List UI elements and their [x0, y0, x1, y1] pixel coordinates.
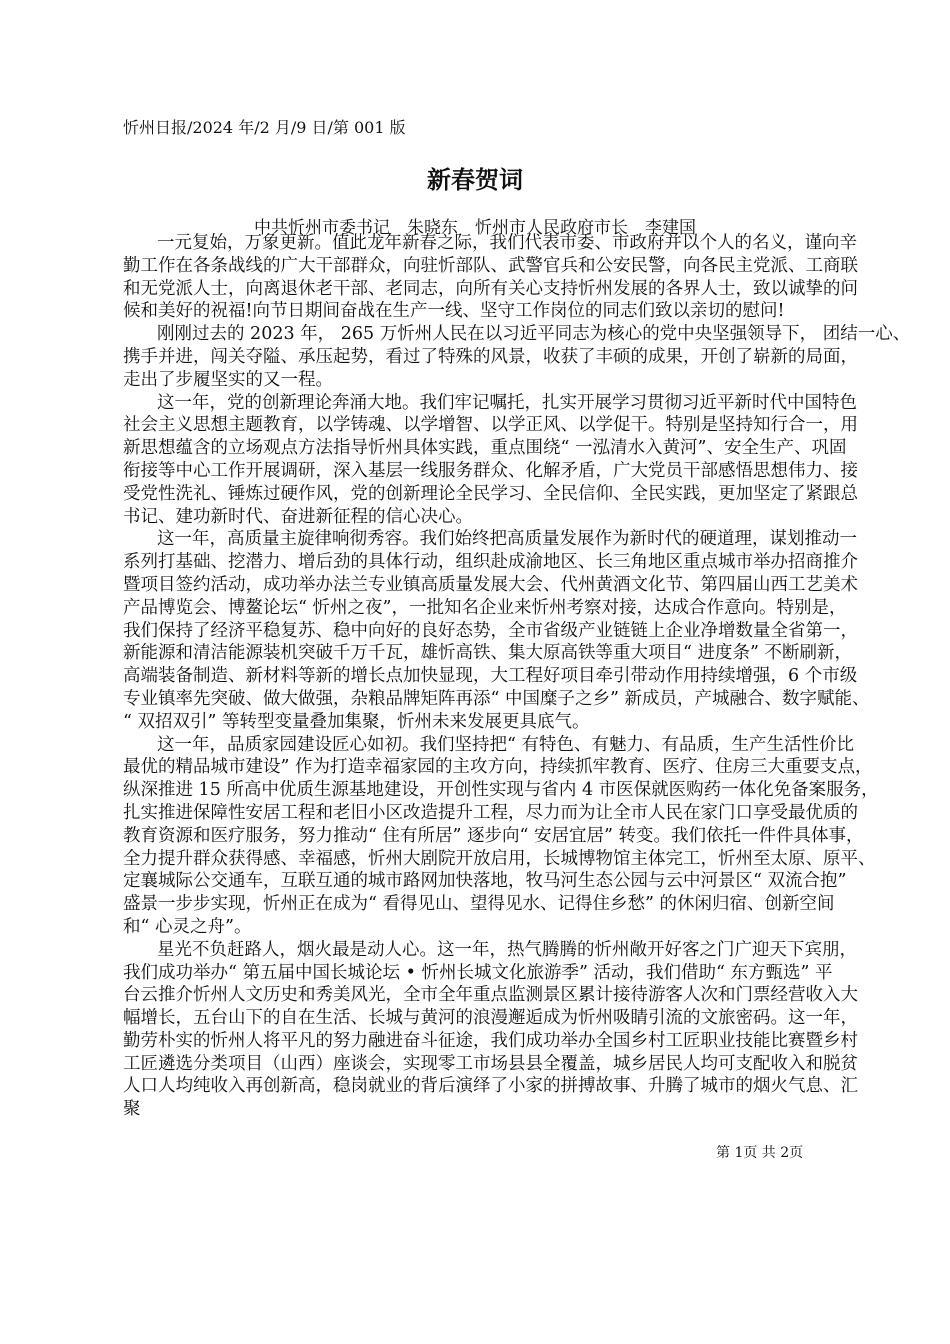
publication-info: 忻州日报/2024 年/2 月/9 日/第 001 版 — [123, 118, 406, 137]
paragraph-line: 聚 — [123, 1099, 141, 1120]
paragraph-line: 勤劳朴实的忻州人将平凡的努力融进奋斗征途，我们成功举办全国乡村工匠职业技能比赛暨乡村 — [123, 1030, 858, 1051]
paragraph — [123, 734, 879, 939]
paragraph-line: 这一年，品质家园建设匠心如初。我们坚持把“ 有特色、有魅力、有品质，生产生活性价比 — [157, 734, 855, 755]
paragraph-line: 书记、建功新时代、奋进新征程的信心决心。 — [123, 506, 473, 527]
paragraph-line: 扎实推进保障性安居工程和老旧小区改造提升工程，尽力而为让全市人民在家门口享受最优质的 — [123, 802, 858, 823]
paragraph-line: 携手并进，闯关夺隘、承压起势，看过了特殊的风景，收获了丰硕的成果，开创了崭新的局面， — [123, 346, 858, 367]
paragraph-line: 系列打基础、挖潜力、增后劲的具体行动，组织赴成渝地区、长三角地区重点城市举办招商推介 — [123, 552, 858, 573]
paragraph — [123, 939, 858, 1121]
paragraph-line: 高端装备制造、新材料等新的增长点加快显现，大工程好项目牵引带动作用持续增强，6 个市级 — [123, 666, 858, 687]
paragraph-line: 人口人均纯收入再创新高，稳岗就业的背后演绎了小家的拼搏故事、升腾了城市的烟火气息、汇 — [123, 1076, 858, 1097]
paragraph-line: 定襄城际公交通车，互联互通的城市路网加快落地，牧马河生态公园与云中河景区“ 双流合抱” — [123, 871, 847, 892]
paragraph-line: 星光不负赶路人，烟火最是动人心。这一年，热气腾腾的忻州敞开好客之门广迎天下宾朋， — [157, 939, 857, 960]
article-body — [123, 232, 911, 1121]
paragraph-line: 候和美好的祝福!向节日期间奋战在生产一线、坚守工作岗位的同志们致以亲切的慰问! — [123, 301, 785, 322]
paragraph-line: 新能源和清洁能源装机突破千万千瓦，雄忻高铁、集大原高铁等重大项目“ 进度条” 不断刷新， — [123, 643, 853, 664]
paragraph-line: 幅增长，五台山下的自在生活、长城与黄河的浪漫邂逅成为忻州吸睛引流的文旅密码。这一年， — [123, 1008, 858, 1029]
paragraph-line: 纵深推进 15 所高中优质生源基地建设，开创性实现与省内 4 市医保就医购药一体化免备案服务， — [123, 780, 879, 801]
paragraph-line: 社会主义思想主题教育，以学铸魂、以学增智、以学正风、以学促干。特别是坚持知行合一，用 — [123, 415, 858, 436]
paragraph — [123, 323, 911, 391]
paragraph-line: 和无党派人士，向离退休老干部、老同志，向所有关心支持忻州发展的各界人士，致以诚挚的问 — [123, 278, 858, 299]
paragraph-line: 走出了步履坚实的又一程。 — [123, 369, 333, 390]
paragraph-line: 刚刚过去的 2023 年， 265 万忻州人民在以习近平同志为核心的党中央坚强领导下， 团结一心、 — [157, 324, 911, 345]
article-authors: 中共忻州市委书记 朱晓东 忻州市人民政府市长 李建国 — [254, 218, 696, 238]
paragraph-line: 暨项目签约活动，成功举办法兰专业镇高质量发展大会、代州黄酒文化节、第四届山西工艺美术 — [123, 574, 858, 595]
article-title: 新春贺词 — [427, 165, 523, 194]
paragraph-line: 盛景一步步实现，忻州正在成为“ 看得见山、望得见水、记得住乡愁” 的休闲归宿、创新空间 — [123, 894, 835, 915]
paragraph-line: 专业镇率先突破、做大做强，杂粮品牌矩阵再添“ 中国糜子之乡” 新成员，产城融合、数字赋能、 — [123, 688, 870, 709]
paragraph-line: 教育资源和医疗服务，努力推动“ 住有所居” 逐步向“ 安居宜居” 转变。我们依托一件件具体事， — [123, 825, 864, 846]
paragraph-line: 产品博览会、博鳌论坛“ 忻州之夜”，一批知名企业来忻州考察对接，达成合作意向。特别是， — [123, 597, 847, 618]
paragraph — [123, 232, 858, 323]
paragraph-line: 这一年，党的创新理论奔涌大地。我们牢记嘱托，扎实开展学习贯彻习近平新时代中国特色 — [157, 392, 857, 413]
paragraph — [123, 392, 858, 529]
paragraph — [123, 528, 870, 733]
paragraph-line: 这一年，高质量主旋律响彻秀容。我们始终把高质量发展作为新时代的硬道理，谋划推动一 — [157, 529, 857, 550]
paragraph-line: 最优的精品城市建设” 作为打造幸福家园的主攻方向，持续抓牢教育、医疗、住房三大重要支点， — [123, 757, 873, 778]
paragraph-line: 工匠遴选分类项目（山西）座谈会，实现零工市场县县全覆盖，城乡居民人均可支配收入和脱贫 — [123, 1053, 858, 1074]
paragraph-line: “ 双招双引” 等转型变量叠加集聚，忻州未来发展更具底气。 — [123, 711, 590, 732]
paragraph-line: 和“ 心灵之舟”。 — [123, 916, 252, 937]
paragraph-line: 一元复始，万象更新。值此龙年新春之际，我们代表市委、市政府并以个人的名义，谨向辛 — [157, 233, 857, 253]
paragraph-line: 衔接等中心工作开展调研，深入基层一线服务群众、化解矛盾，广大党员干部感悟思想伟力、接 — [123, 460, 858, 481]
paragraph-line: 台云推介忻州人文历史和秀美风光，全市全年重点监测景区累计接待游客人次和门票经营收入大 — [123, 985, 858, 1006]
paragraph-line: 新思想蕴含的立场观点方法指导忻州具体实践，重点围绕“ 一泓清水入黄河”、安全生产、巩固 — [123, 438, 847, 459]
paragraph-line: 勤工作在各条战线的广大干部群众，向驻忻部队、武警官兵和公安民警，向各民主党派、工商联 — [123, 255, 858, 276]
paragraph-line: 我们保持了经济平稳复苏、稳中向好的良好态势，全市省级产业链链上企业净增数量全省第一， — [123, 620, 858, 641]
paragraph-line: 全力提升群众获得感、幸福感，忻州大剧院开放启用，长城博物馆主体完工，忻州至太原、原平、 — [123, 848, 876, 869]
paragraph-line: 我们成功举办“ 第五届中国长城论坛 • 忻州长城文化旅游季” 活动，我们借助“ 东方甄选” 平 — [123, 962, 833, 983]
page-number: 第 1页 共 2页 — [716, 1145, 804, 1161]
paragraph-line: 受党性洗礼、锤炼过硬作风，党的创新理论全民学习、全民信仰、全民实践，更加坚定了紧跟总 — [123, 483, 858, 504]
